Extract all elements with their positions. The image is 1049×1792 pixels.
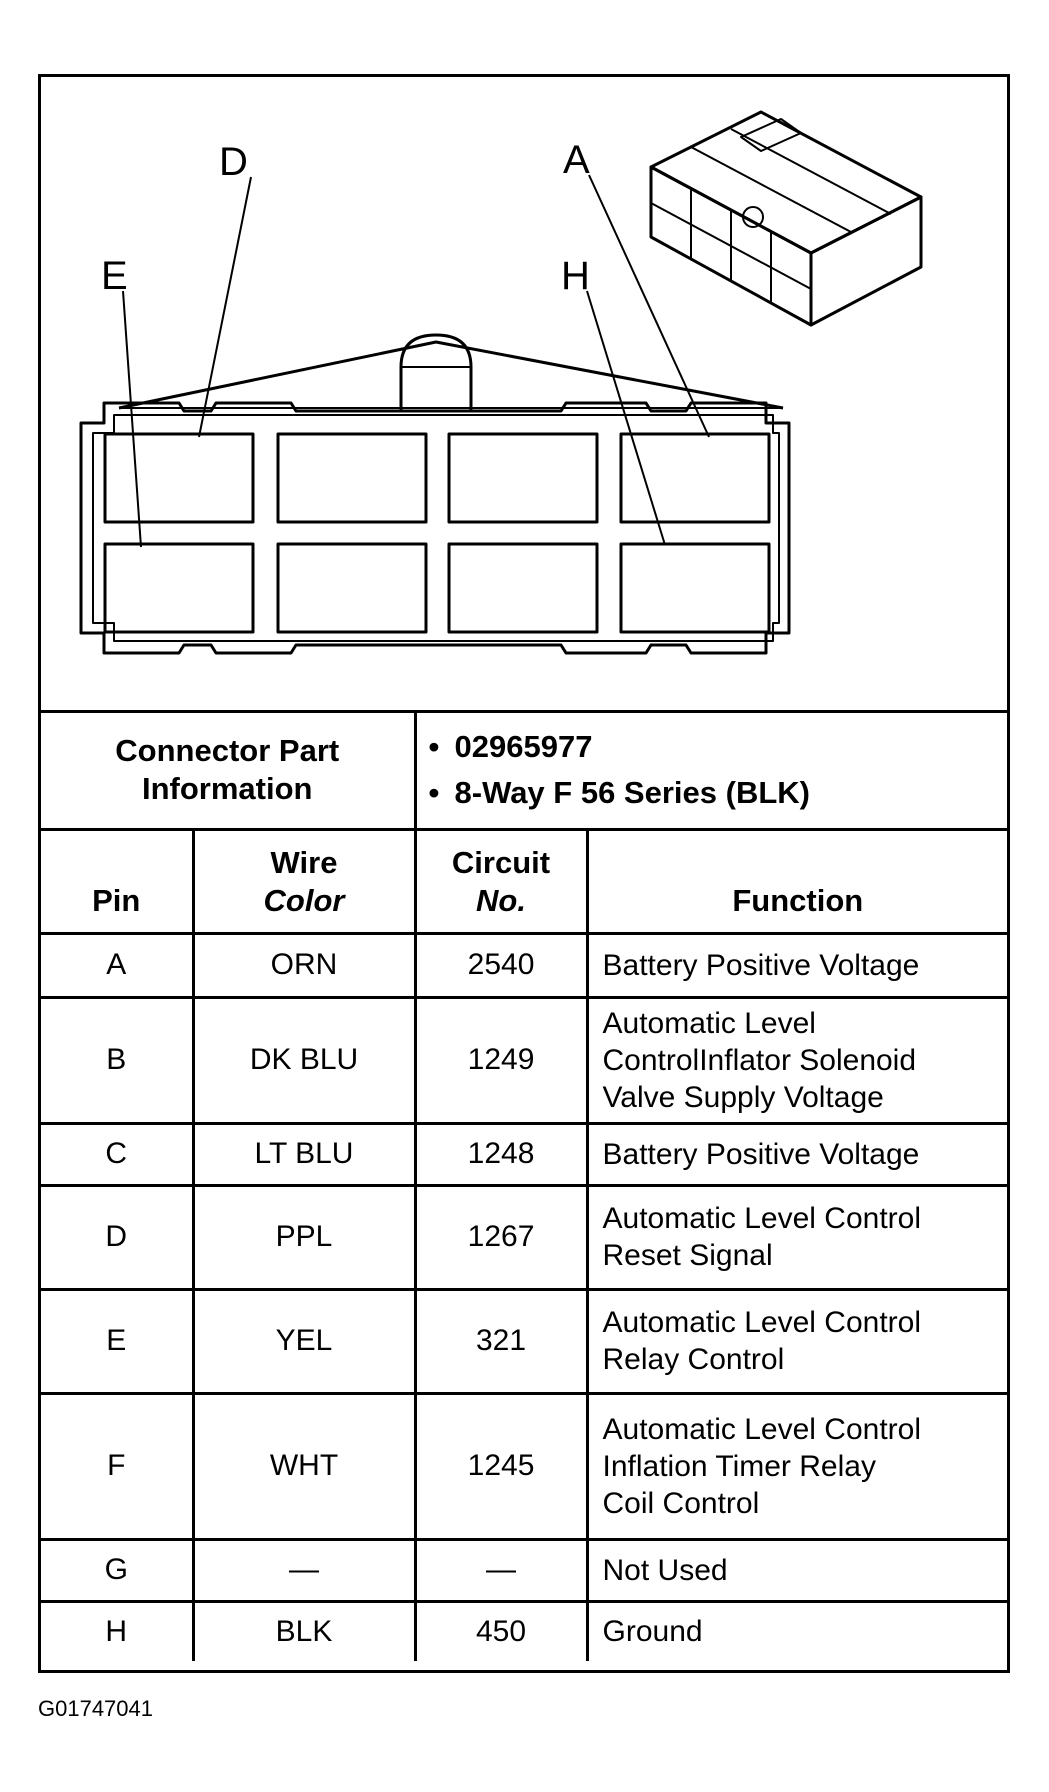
circuit-cell: 1267 [415, 1185, 587, 1289]
cavity-H [621, 544, 769, 632]
col-circuit-line2: No. [476, 882, 526, 918]
function-line: Automatic Level Control [602, 1412, 922, 1446]
function-line: Automatic Level [602, 1006, 816, 1040]
function-line: Relay Control [602, 1343, 785, 1376]
table-row [41, 1393, 1007, 1539]
pin-cell: E [41, 1289, 193, 1393]
function-cell [587, 1393, 1007, 1539]
cavity-G [449, 544, 597, 632]
connector-diagram [41, 77, 1007, 713]
wire-color-cell: ORN [193, 933, 415, 997]
col-pin-text: Pin [92, 882, 141, 918]
label-H: H [561, 254, 590, 298]
function-line: ControlInflator Solenoid [602, 1043, 917, 1077]
connector-body [81, 403, 789, 653]
circuit-cell: — [415, 1539, 587, 1601]
label-D: D [219, 140, 248, 184]
table-row [41, 1289, 1007, 1393]
part-number-line [429, 724, 1008, 770]
wire-color-cell: WHT [193, 1393, 415, 1539]
pin-cell: B [41, 997, 193, 1123]
connector-description: 8-Way F 56 Series (BLK) [454, 775, 810, 811]
circuit-cell: 2540 [415, 933, 587, 997]
figure-code: G01747041 [38, 1696, 153, 1721]
function-line: Automatic Level Control [602, 1202, 922, 1235]
function-line: Battery Positive Voltage [602, 1137, 920, 1171]
connector-isometric-view [651, 112, 921, 325]
function-line: Reset Signal [602, 1239, 773, 1272]
connector-info-values [415, 713, 1007, 829]
cavity-B [449, 434, 597, 522]
col-header-pin [41, 829, 193, 933]
function-cell [587, 1123, 1007, 1185]
connector-roof [119, 342, 783, 408]
col-header-wire-color [193, 829, 415, 933]
leader-H [587, 291, 665, 545]
function-line: Inflation Timer Relay [602, 1449, 876, 1483]
function-line: Not Used [602, 1553, 728, 1587]
cavity-E [105, 544, 253, 632]
function-cell [587, 1601, 1007, 1661]
table-row [41, 1601, 1007, 1661]
table-row [41, 1539, 1007, 1601]
cavity-D [105, 434, 253, 522]
circuit-cell: 1248 [415, 1123, 587, 1185]
function-line: Valve Supply Voltage [602, 1080, 884, 1114]
function-cell [587, 933, 1007, 997]
wire-color-cell: PPL [193, 1185, 415, 1289]
function-cell [587, 1289, 1007, 1393]
function-line: Battery Positive Voltage [602, 948, 920, 982]
bullet: • [428, 775, 440, 811]
connector-pinout-table [41, 713, 1007, 1661]
pin-cell: A [41, 933, 193, 997]
figure-frame [38, 74, 1010, 1673]
connector-info-label-line1: Connector Part [115, 733, 340, 769]
circuit-cell: 450 [415, 1601, 587, 1661]
wire-color-cell: BLK [193, 1601, 415, 1661]
wire-color-cell: YEL [193, 1289, 415, 1393]
col-header-circuit [415, 829, 587, 933]
col-header-function [587, 829, 1007, 933]
pin-cell: D [41, 1185, 193, 1289]
col-circuit-line1: Circuit [451, 844, 551, 880]
leader-D [199, 177, 251, 437]
cavity-F [278, 544, 426, 632]
table-row [41, 1123, 1007, 1185]
table-row [41, 1185, 1007, 1289]
connector-info-label [41, 713, 415, 829]
label-A: A [563, 138, 590, 182]
col-wire-line2: Color [263, 882, 345, 918]
pin-cell: G [41, 1539, 193, 1601]
col-wire-line1: Wire [270, 844, 338, 880]
function-cell [587, 997, 1007, 1123]
col-function-text: Function [732, 882, 864, 918]
table-row [41, 933, 1007, 997]
function-line: Coil Control [602, 1486, 760, 1520]
circuit-cell: 321 [415, 1289, 587, 1393]
connector-face-drawing [41, 77, 1007, 710]
function-line: Ground [602, 1615, 703, 1649]
pin-cell: C [41, 1123, 193, 1185]
bullet: • [428, 729, 440, 765]
cavity-C [278, 434, 426, 522]
pin-cell: F [41, 1393, 193, 1539]
label-E: E [101, 254, 128, 298]
function-cell [587, 1539, 1007, 1601]
function-line: Automatic Level Control [602, 1306, 922, 1339]
table-row [41, 997, 1007, 1123]
connector-info-row [41, 713, 1007, 829]
pin-cell: H [41, 1601, 193, 1661]
wire-color-cell: LT BLU [193, 1123, 415, 1185]
wire-color-cell: — [193, 1539, 415, 1601]
cavity-A [621, 434, 769, 522]
column-header-row [41, 829, 1007, 933]
circuit-cell: 1249 [415, 997, 587, 1123]
connector-inner [93, 415, 779, 641]
function-cell [587, 1185, 1007, 1289]
leader-E [123, 291, 141, 547]
description-line [429, 770, 1008, 816]
circuit-cell: 1245 [415, 1393, 587, 1539]
connector-info-label-line2: Information [142, 771, 313, 807]
wire-color-cell: DK BLU [193, 997, 415, 1123]
part-number: 02965977 [454, 729, 593, 765]
